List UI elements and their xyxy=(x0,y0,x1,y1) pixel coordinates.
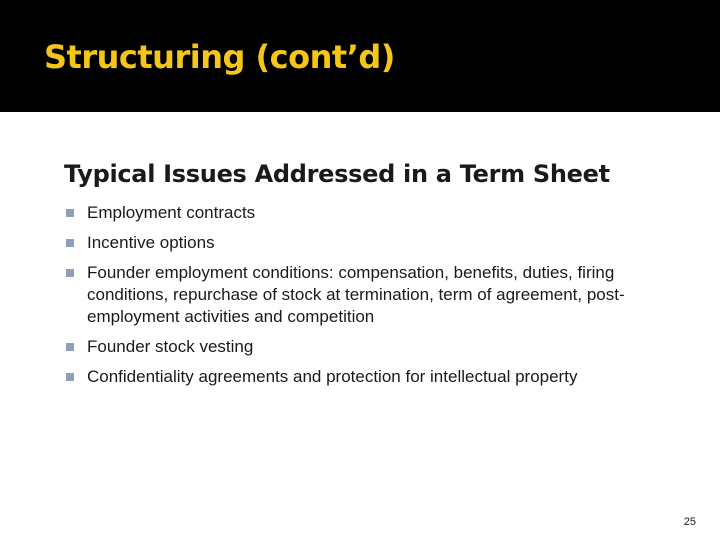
bullet-list xyxy=(64,202,694,396)
square-bullet-icon xyxy=(66,373,74,381)
bullet-text: Employment contracts xyxy=(87,203,256,222)
page-number: 25 xyxy=(683,516,696,528)
square-bullet-icon xyxy=(66,343,74,351)
square-bullet-icon xyxy=(66,269,74,277)
bullet-item-employment-contracts xyxy=(64,202,694,224)
square-bullet-icon xyxy=(66,239,74,247)
bullet-text: Founder stock vesting xyxy=(87,337,254,356)
slide-title: Structuring (cont’d) xyxy=(44,38,395,76)
bullet-item-founder-stock-vesting xyxy=(64,336,694,358)
bullet-text: Founder employment conditions: compensation, benefits, duties, firing conditions, repurchase of stock at termination, term of agreement, post-employment activities and competition xyxy=(87,263,625,326)
bullet-item-founder-employment-conditions xyxy=(64,262,694,328)
slide-subtitle: Typical Issues Addressed in a Term Sheet xyxy=(64,160,610,188)
bullet-text: Incentive options xyxy=(87,233,215,252)
bullet-item-confidentiality-agreements xyxy=(64,366,694,388)
title-bar xyxy=(0,0,720,112)
square-bullet-icon xyxy=(66,209,74,217)
bullet-item-incentive-options xyxy=(64,232,694,254)
bullet-text: Confidentiality agreements and protection for intellectual property xyxy=(87,367,578,386)
